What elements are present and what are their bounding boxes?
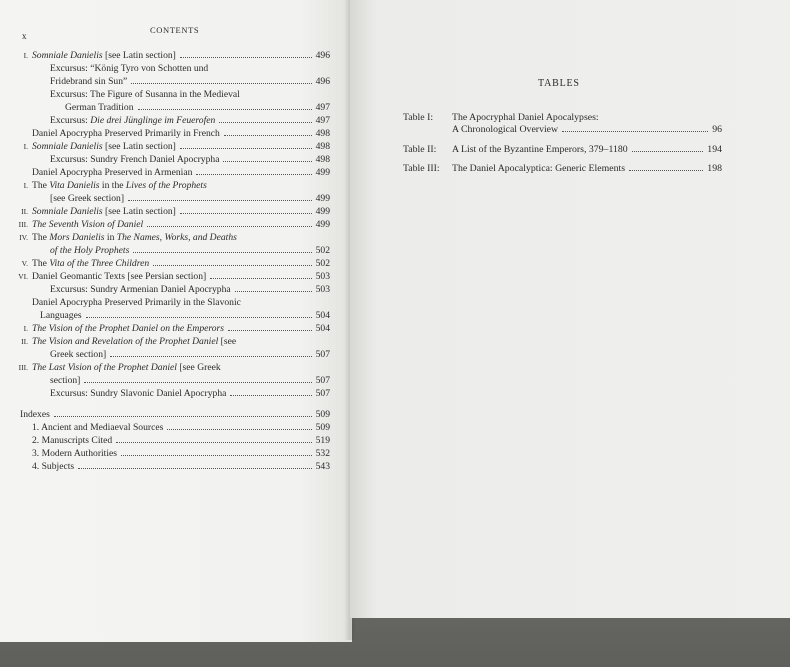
toc-title: Daniel Apocrypha Preserved Primarily in French xyxy=(32,128,220,139)
toc-page-number: 507 xyxy=(315,388,330,399)
toc-title: 1. Ancient and Mediaeval Sources xyxy=(32,422,164,433)
toc-entry xyxy=(20,409,330,420)
toc-entry xyxy=(16,206,330,217)
toc-numeral: II. xyxy=(21,207,28,216)
toc-entry xyxy=(32,128,330,139)
toc-page-number: 499 xyxy=(315,193,330,204)
toc-entry xyxy=(32,448,330,459)
toc-numeral: III. xyxy=(18,363,28,372)
toc-entry xyxy=(16,362,330,373)
toc-title: Greek section] xyxy=(50,349,107,360)
toc-title: Somniale Danielis [see Latin section] xyxy=(32,50,176,61)
toc-entry xyxy=(16,50,330,61)
table-page: 194 xyxy=(707,144,722,155)
toc-title: Somniale Danielis [see Latin section] xyxy=(32,206,176,217)
toc-numeral: II. xyxy=(21,337,28,346)
toc-entry xyxy=(16,141,330,152)
toc-title: German Tradition xyxy=(65,102,134,113)
toc-title: Fridebrand sin Sun” xyxy=(50,76,128,87)
toc-entry xyxy=(32,297,330,308)
toc-page-number: 498 xyxy=(315,154,330,165)
toc-numeral: I. xyxy=(23,51,28,60)
toc-page-number: 503 xyxy=(315,271,330,282)
toc-page-number: 519 xyxy=(315,435,330,446)
toc-title: of the Holy Prophets xyxy=(50,245,130,256)
toc-entry xyxy=(32,435,330,446)
toc-page-number: 497 xyxy=(315,102,330,113)
toc-page-number: 532 xyxy=(315,448,330,459)
toc-title: section] xyxy=(50,375,81,386)
toc-entry xyxy=(50,76,330,87)
toc-entry xyxy=(16,180,330,191)
toc-entry xyxy=(16,323,330,334)
toc-title: The Last Vision of the Prophet Daniel [see Greek xyxy=(32,362,221,373)
toc-title: The Vision of the Prophet Daniel on the Emperors xyxy=(32,323,225,334)
right-page xyxy=(350,0,790,618)
running-head: CONTENTS xyxy=(150,25,200,35)
table-label: Table I: xyxy=(403,112,434,123)
toc-entry xyxy=(50,89,330,100)
toc-page-number: 507 xyxy=(315,375,330,386)
toc-entry xyxy=(16,258,330,269)
toc-page-number: 504 xyxy=(315,310,330,321)
table-title: The Daniel Apocalyptica: Generic Elements xyxy=(452,163,626,174)
toc-page-number: 499 xyxy=(315,219,330,230)
toc-page-number: 509 xyxy=(315,409,330,420)
toc-entry xyxy=(16,232,330,243)
toc-entry xyxy=(32,422,330,433)
toc-entry xyxy=(32,461,330,472)
toc-entry xyxy=(50,349,330,360)
toc-title: Daniel Apocrypha Preserved in Armenian xyxy=(32,167,193,178)
toc-title: Somniale Danielis [see Latin section] xyxy=(32,141,176,152)
toc-page-number: 496 xyxy=(315,50,330,61)
toc-title: 4. Subjects xyxy=(32,461,75,472)
toc-title: Excursus: “König Tyro von Schotten und xyxy=(50,63,209,74)
toc-title: Excursus: Sundry Slavonic Daniel Apocrypha xyxy=(50,388,227,399)
toc-title: The Mors Danielis in The Names, Works, and Deaths xyxy=(32,232,237,243)
toc-entry xyxy=(40,310,330,321)
toc-numeral: IV. xyxy=(19,233,28,242)
toc-page-number: 499 xyxy=(315,167,330,178)
toc-numeral: VI. xyxy=(18,272,28,281)
toc-numeral: I. xyxy=(23,142,28,151)
toc-entry xyxy=(16,336,330,347)
toc-title: The Vita of the Three Children xyxy=(32,258,150,269)
toc-entry xyxy=(50,388,330,399)
table-entry xyxy=(452,163,722,174)
table-page: 198 xyxy=(707,163,722,174)
toc-page-number: 496 xyxy=(315,76,330,87)
toc-page-number: 507 xyxy=(315,349,330,360)
table-label: Table III: xyxy=(403,163,440,174)
toc-entry xyxy=(16,219,330,230)
toc-page-number: 504 xyxy=(315,323,330,334)
tables-heading: TABLES xyxy=(538,78,580,89)
toc-numeral: I. xyxy=(23,181,28,190)
toc-page-number: 502 xyxy=(315,245,330,256)
toc-title: The Vita Danielis in the Lives of the Prophets xyxy=(32,180,207,191)
toc-title: Languages xyxy=(40,310,82,321)
table-title: A Chronological Overview xyxy=(452,124,559,135)
toc-title: Indexes xyxy=(20,409,50,420)
toc-page-number: 543 xyxy=(315,461,330,472)
toc-page-number: 499 xyxy=(315,206,330,217)
table-title: A List of the Byzantine Emperors, 379–1180 xyxy=(452,144,628,155)
toc-page-number: 498 xyxy=(315,141,330,152)
toc-title: 2. Manuscripts Cited xyxy=(32,435,113,446)
toc-entry xyxy=(50,154,330,165)
left-page xyxy=(0,0,352,642)
toc-page-number: 503 xyxy=(315,284,330,295)
toc-page-number: 509 xyxy=(315,422,330,433)
toc-entry xyxy=(50,245,330,256)
toc-page-number: 502 xyxy=(315,258,330,269)
toc-title: Excursus: The Figure of Susanna in the Medieval xyxy=(50,89,240,100)
toc-numeral: V. xyxy=(21,259,28,268)
toc-title: Excursus: Sundry French Daniel Apocrypha xyxy=(50,154,220,165)
table-title: The Apocryphal Daniel Apocalypses: xyxy=(452,112,599,123)
toc-entry xyxy=(65,102,330,113)
toc-title: Daniel Geomantic Texts [see Persian section] xyxy=(32,271,207,282)
toc-title: Excursus: Die drei Jünglinge im Feuerofen xyxy=(50,115,216,126)
toc-title: Daniel Apocrypha Preserved Primarily in the Slavonic xyxy=(32,297,241,308)
toc-entry xyxy=(50,284,330,295)
toc-title: 3. Modern Authorities xyxy=(32,448,118,459)
table-entry xyxy=(452,112,722,123)
toc-numeral: III. xyxy=(18,220,28,229)
toc-title: [see Greek section] xyxy=(50,193,125,204)
toc-entry xyxy=(50,375,330,386)
toc-numeral: I. xyxy=(23,324,28,333)
toc-entry xyxy=(32,167,330,178)
toc-entry xyxy=(50,193,330,204)
toc-title: The Vision and Revelation of the Prophet Daniel [see xyxy=(32,336,237,347)
toc-page-number: 498 xyxy=(315,128,330,139)
toc-page-number: 497 xyxy=(315,115,330,126)
table-entry xyxy=(452,124,722,135)
toc-entry xyxy=(50,115,330,126)
page-number: x xyxy=(22,31,27,41)
toc-title: The Seventh Vision of Daniel xyxy=(32,219,144,230)
toc-title: Excursus: Sundry Armenian Daniel Apocrypha xyxy=(50,284,231,295)
table-entry xyxy=(452,144,722,155)
table-page: 96 xyxy=(712,124,722,135)
table-label: Table II: xyxy=(403,144,437,155)
toc-entry xyxy=(16,271,330,282)
toc-entry xyxy=(50,63,330,74)
